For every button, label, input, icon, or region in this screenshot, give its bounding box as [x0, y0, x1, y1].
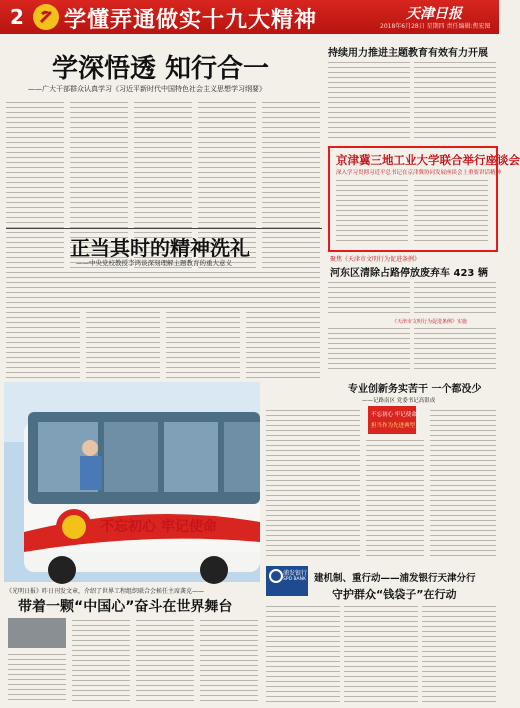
right-small-column-2 — [414, 326, 496, 372]
article2-title: 正当其时的精神洗礼 — [70, 236, 250, 260]
article2-column-4 — [246, 270, 320, 378]
article3-column-4 — [200, 618, 258, 704]
article3-column-1 — [8, 652, 66, 704]
page-number: 2 — [10, 5, 24, 29]
article3-intro: 《光明日报》昨日刊发文章，介绍了世界工程组织联合会候任主席龚克—— — [6, 588, 205, 595]
article2-subtitle: ——中央党校教授李鸿谈深刻理解主题教育的重大意义 — [76, 259, 232, 267]
bank-column-3 — [422, 604, 496, 704]
article1-title: 学深悟透 知行合一 — [52, 54, 270, 84]
right-small-kicker: 《天津市文明行为促进条例》实施 — [392, 319, 468, 325]
bus-slogan: 不忘初心 牢记使命 — [100, 519, 217, 535]
article2-column-3 — [166, 270, 240, 378]
portrait-photo — [8, 618, 66, 648]
right-lower-column-1 — [266, 408, 360, 558]
highlight-column-1 — [336, 178, 408, 242]
banner-title: 学懂弄通做实十九大精神 — [64, 8, 318, 33]
red-badge-line2: 担当作为先进典型 — [371, 423, 416, 429]
highlight-column-2 — [414, 178, 488, 242]
bank-title: 建机制、重行动——浦发银行天津分行 — [314, 573, 476, 584]
right-lower-column-3 — [430, 408, 496, 558]
article1-subtitle: ——广大干部群众认真学习《习近平新时代中国特色社会主义思想学习纲要》 — [28, 85, 266, 93]
right-lower-title: 专业创新务实苦干 一个都没少 — [348, 384, 482, 395]
article2-column-1 — [6, 270, 80, 378]
article3-title: 带着一颗“中国心”奋斗在世界舞台 — [18, 599, 233, 615]
bank-logo-icon — [269, 569, 283, 583]
spd-bank-logo — [266, 566, 308, 596]
right-mid-kicker: 聚焦《天津市文明行为促进条例》 — [330, 256, 421, 263]
divider — [6, 228, 322, 229]
right-mid-column-1 — [328, 280, 410, 314]
right-small-column-1 — [328, 326, 410, 372]
masthead-logo: 天津日报 — [406, 6, 462, 22]
highlight-subtitle: 深入学习贯彻习近平总书记在京津冀协同发展座谈会上重要讲话精神 — [336, 170, 502, 176]
right-top-column-2 — [414, 60, 496, 140]
dateline: 2018年6月28日 星期四 责任编辑:焦宏图 — [380, 23, 491, 30]
highlight-title: 京津冀三地工业大学联合举行座谈会 — [336, 153, 520, 167]
bus-photo — [4, 382, 260, 582]
bank-column-1 — [266, 604, 340, 704]
right-lower-subtitle: ——记路南区 党委书记高银成 — [362, 398, 436, 404]
party-emblem-icon — [33, 4, 59, 30]
right-top-title: 持续用力推进主题教育有效有力开展 — [328, 48, 488, 59]
article3-column-2 — [72, 618, 130, 704]
article3-column-3 — [136, 618, 194, 704]
bank-logo-en: SPD BANK — [283, 577, 306, 582]
article2-column-2 — [86, 270, 160, 378]
right-mid-column-2 — [414, 280, 496, 314]
bank-title2: 守护群众“钱袋子”在行动 — [332, 588, 457, 601]
bus-illustration-icon — [4, 382, 260, 582]
right-lower-column-2 — [366, 438, 424, 558]
bank-logo-text: 浦发银行 — [283, 570, 308, 577]
bank-column-2 — [344, 604, 418, 704]
right-top-column-1 — [328, 60, 410, 140]
right-mid-title: 河东区清除占路停放废弃车 423 辆 — [330, 268, 488, 279]
red-badge-line1: 不忘初心 牢记使命 — [371, 412, 417, 418]
